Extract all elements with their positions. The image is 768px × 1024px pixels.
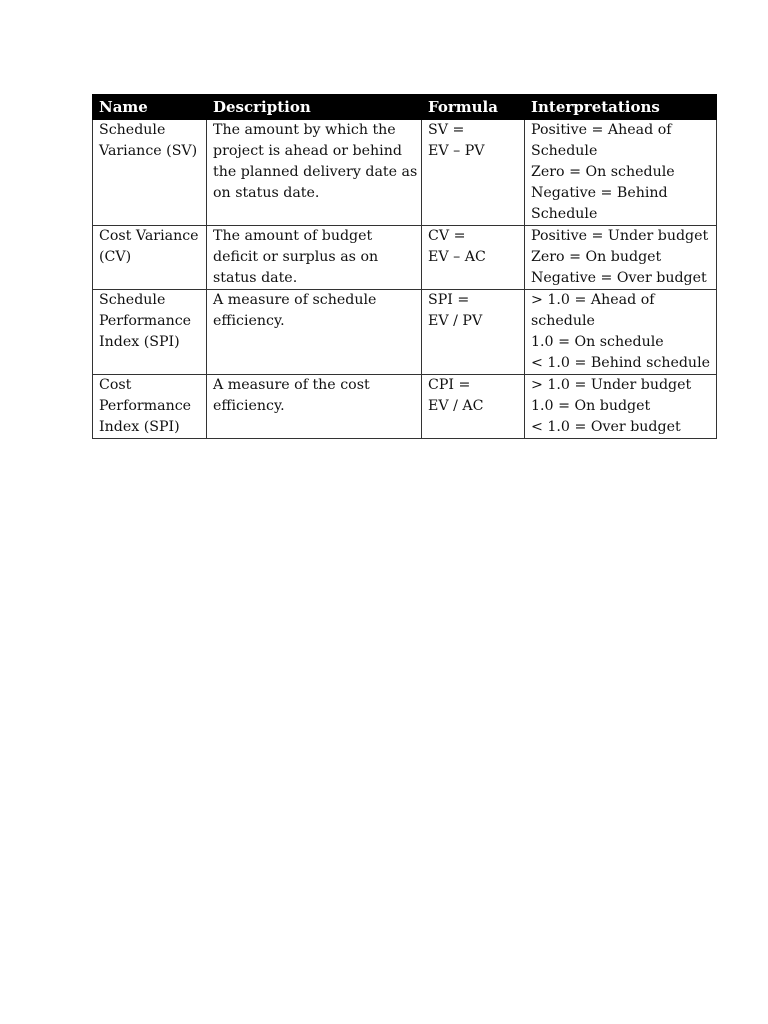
table-row [93, 226, 717, 290]
formula-line: EV / AC [428, 398, 484, 414]
name-line: (CV) [99, 249, 132, 265]
description-cell [207, 290, 422, 375]
name-cell [93, 290, 207, 375]
interpretation-line: < 1.0 = Behind schedule [531, 355, 711, 371]
interpretation-line: 1.0 = On budget [531, 398, 651, 414]
header-row [93, 95, 717, 120]
description-line: A measure of the cost [213, 377, 370, 393]
name-line: Performance [99, 398, 192, 414]
description-line: The amount by which the [213, 122, 396, 138]
formula-line: EV – PV [428, 143, 485, 159]
table-row [93, 290, 717, 375]
interpretations-cell [525, 120, 717, 226]
formula-line: CPI = [428, 377, 471, 393]
evm-metrics-table [92, 94, 717, 439]
name-line: Schedule [99, 292, 166, 308]
interpretation-line: Negative = Behind [531, 185, 668, 201]
interpretations-cell [525, 226, 717, 290]
name-line: Index (SPI) [99, 419, 180, 435]
interpretation-line: > 1.0 = Ahead of [531, 292, 655, 308]
table-header [93, 95, 717, 120]
interpretation-line: Zero = On budget [531, 249, 662, 265]
description-cell [207, 226, 422, 290]
name-line: Performance [99, 313, 192, 329]
description-cell [207, 120, 422, 226]
interpretations-cell [525, 290, 717, 375]
header-description: Description [207, 95, 422, 120]
description-line: on status date. [213, 185, 320, 201]
interpretation-line: schedule [531, 313, 595, 329]
formula-cell [422, 290, 525, 375]
description-line: project is ahead or behind [213, 143, 402, 159]
interpretation-line: Zero = On schedule [531, 164, 675, 180]
formula-cell [422, 375, 525, 439]
name-cell [93, 375, 207, 439]
interpretation-line: Schedule [531, 143, 598, 159]
description-line: the planned delivery date as [213, 164, 418, 180]
description-line: deficit or surplus as on [213, 249, 379, 265]
name-line: Variance (SV) [99, 143, 198, 159]
name-cell [93, 120, 207, 226]
formula-line: EV / PV [428, 313, 483, 329]
interpretation-line: Schedule [531, 206, 598, 222]
name-cell [93, 226, 207, 290]
name-line: Index (SPI) [99, 334, 180, 350]
formula-line: SV = [428, 122, 465, 138]
description-line: The amount of budget [213, 228, 373, 244]
formula-line: SPI = [428, 292, 470, 308]
formula-line: EV – AC [428, 249, 486, 265]
description-line: efficiency. [213, 398, 285, 414]
formula-cell [422, 226, 525, 290]
name-line: Cost Variance [99, 228, 199, 244]
table-body [93, 120, 717, 439]
table-row [93, 375, 717, 439]
interpretation-line: Negative = Over budget [531, 270, 707, 286]
formula-line: CV = [428, 228, 466, 244]
table-row [93, 120, 717, 226]
header-formula: Formula [422, 95, 525, 120]
description-line: efficiency. [213, 313, 285, 329]
interpretations-cell [525, 375, 717, 439]
interpretation-line: < 1.0 = Over budget [531, 419, 681, 435]
header-name: Name [93, 95, 207, 120]
header-interpretations: Interpretations [525, 95, 717, 120]
formula-cell [422, 120, 525, 226]
interpretation-line: 1.0 = On schedule [531, 334, 664, 350]
description-line: A measure of schedule [213, 292, 377, 308]
name-line: Schedule [99, 122, 166, 138]
description-cell [207, 375, 422, 439]
interpretation-line: > 1.0 = Under budget [531, 377, 692, 393]
description-line: status date. [213, 270, 298, 286]
interpretation-line: Positive = Ahead of [531, 122, 672, 138]
interpretation-line: Positive = Under budget [531, 228, 709, 244]
name-line: Cost [99, 377, 132, 393]
